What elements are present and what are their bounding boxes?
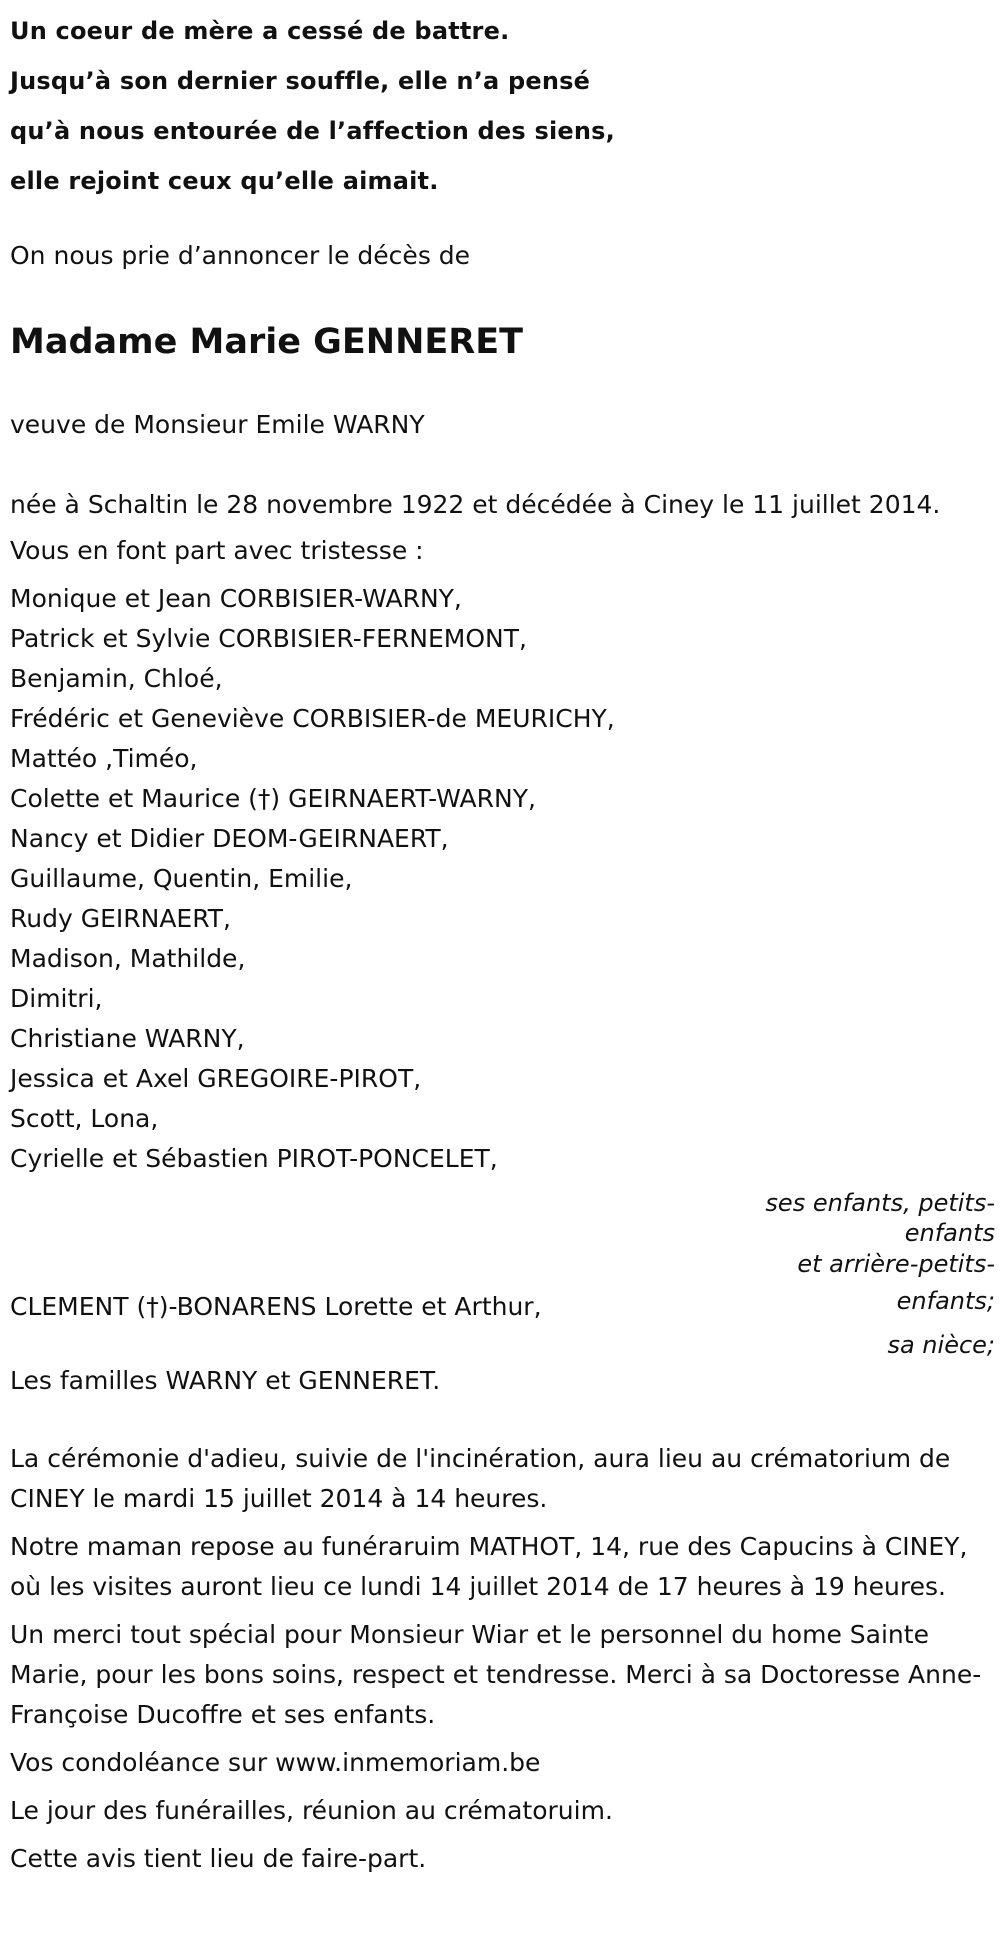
intro-line: Un coeur de mère a cessé de battre. [10, 17, 510, 45]
list-item: Scott, Lona, [10, 1104, 159, 1133]
ceremony-text: La cérémonie d'adieu, suivie de l'incinération, aura lieu au crématorium de CINEY le mardi 15 juillet 2014 à 14 heures. [10, 1444, 951, 1513]
condolences-text: Vos condoléance sur www.inmemoriam.be [10, 1748, 541, 1777]
list-item: Jessica et Axel GREGOIRE-PIROT, [10, 1064, 422, 1093]
list-item: Rudy GEIRNAERT, [10, 904, 231, 933]
list-item: Nancy et Didier DEOM-GEIRNAERT, [10, 824, 449, 853]
intro-line: elle rejoint ceux qu’elle aimait. [10, 167, 439, 195]
children-role-line: enfants; [896, 1287, 995, 1315]
list-item: Frédéric et Geneviève CORBISIER-de MEURICHY, [10, 704, 615, 733]
list-item: Madison, Mathilde, [10, 944, 246, 973]
family-list [10, 579, 995, 1179]
announcement-text: On nous prie d’annoncer le décès de [10, 241, 471, 270]
niece-role: sa nièce; [887, 1331, 995, 1359]
rest-location-text: Notre maman repose au funéraruim MATHOT, 14, rue des Capucins à CINEY, où les visites auront lieu ce lundi 14 juillet 2014 de 17 heures à 19 heures. [10, 1532, 968, 1601]
list-item: Christiane WARNY, [10, 1024, 245, 1053]
deceased-name: Madame Marie GENNERET [10, 322, 524, 362]
niece-block [10, 1287, 995, 1361]
children-role-line: ses enfants, petits- [765, 1189, 995, 1217]
children-role-line: enfants [904, 1219, 995, 1247]
share-intro-text: Vous en font part avec tristesse : [10, 536, 424, 565]
list-item: Dimitri, [10, 984, 103, 1013]
intro-verse [10, 0, 995, 206]
niece-name: CLEMENT (†)-BONARENS Lorette et Arthur, [10, 1292, 542, 1321]
thanks-text: Un merci tout spécial pour Monsieur Wiar et le personnel du home Sainte Marie, pour les bons soins, respect et tendresse. Merci à sa Doctoresse Anne-Françoise Ducoffre et ses enfants. [10, 1620, 982, 1729]
list-item: Benjamin, Chloé, [10, 664, 223, 693]
list-item: Cyrielle et Sébastien PIROT-PONCELET, [10, 1144, 498, 1173]
notice-text: Cette avis tient lieu de faire-part. [10, 1844, 427, 1873]
list-item: Patrick et Sylvie CORBISIER-FERNEMONT, [10, 624, 527, 653]
obituary-notice [10, 0, 995, 1879]
families-text: Les familles WARNY et GENNERET. [10, 1366, 441, 1395]
funeral-meeting-text: Le jour des funérailles, réunion au crématoruim. [10, 1796, 613, 1825]
list-item: Monique et Jean CORBISIER-WARNY, [10, 584, 462, 613]
list-item: Guillaume, Quentin, Emilie, [10, 864, 353, 893]
intro-line: qu’à nous entourée de l’affection des siens, [10, 117, 615, 145]
intro-line: Jusqu’à son dernier souffle, elle n’a pensé [10, 67, 591, 95]
children-role-line: et arrière-petits- [797, 1250, 995, 1278]
list-item: Mattéo ,Timéo, [10, 744, 198, 773]
birth-death-text: née à Schaltin le 28 novembre 1922 et décédée à Ciney le 11 juillet 2014. [10, 490, 941, 519]
widow-of-text: veuve de Monsieur Emile WARNY [10, 410, 425, 439]
list-item: Colette et Maurice (†) GEIRNAERT-WARNY, [10, 784, 536, 813]
